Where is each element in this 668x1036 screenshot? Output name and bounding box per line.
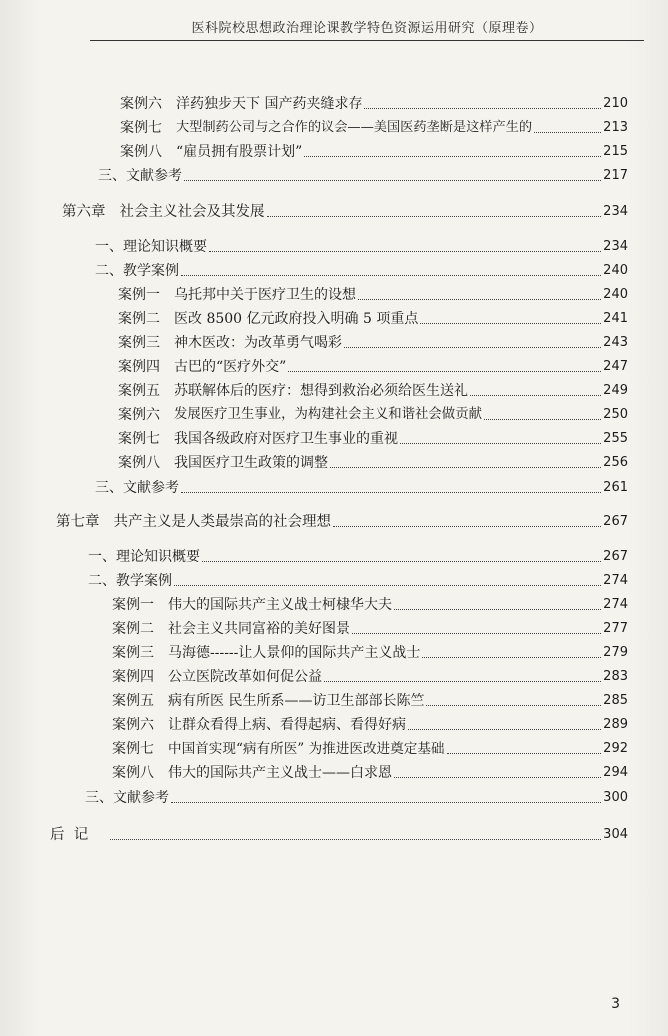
case-title: 古巴的“医疗外交”	[174, 359, 287, 375]
page-number: 277	[603, 621, 628, 636]
case-title: 苏联解体后的医疗：想得到救治必须给医生送礼	[174, 383, 468, 399]
dot-leader	[420, 323, 601, 324]
page-number: 289	[603, 717, 628, 732]
toc-entry-ch6-case-4[interactable]	[118, 358, 628, 376]
section-number: 三、	[85, 790, 113, 806]
case-title: 乌托邦中关于医疗卫生的设想	[174, 287, 356, 303]
dot-leader	[344, 347, 601, 348]
section-title: 教学案例	[116, 573, 172, 589]
toc-entry-ch7-case-7[interactable]	[112, 740, 628, 758]
case-number: 案例一	[112, 597, 154, 613]
toc-entry-ch7-case-3[interactable]	[112, 644, 628, 662]
section-number: 二、	[88, 573, 116, 589]
case-number: 案例八	[120, 144, 162, 160]
case-number: 案例七	[120, 120, 162, 136]
dot-leader	[267, 216, 602, 217]
toc-entry-chapter-6[interactable]	[62, 203, 628, 221]
case-title: 大型制药公司与之合作的议会——美国医药垄断是这样产生的	[176, 120, 533, 135]
case-title: 伟大的国际共产主义战士——白求恩	[168, 765, 392, 781]
dot-leader	[181, 275, 601, 276]
page-number: 283	[603, 669, 628, 684]
page-number: 234	[603, 239, 628, 254]
page-number: 240	[603, 263, 628, 278]
dot-leader	[422, 657, 601, 658]
case-number: 案例三	[112, 645, 154, 661]
case-title: 医改 8500 亿元政府投入明确 5 项重点	[174, 311, 419, 327]
section-number: 三、	[95, 480, 123, 496]
page-number: 292	[603, 741, 628, 756]
dot-leader	[470, 395, 601, 396]
case-title: 中国首实现“病有所医” 为推进医改进奠定基础	[168, 741, 445, 757]
dot-leader	[394, 777, 601, 778]
toc-entry-ch6-case-6[interactable]	[118, 406, 628, 424]
case-title: 神木医改：为改革勇气喝彩	[174, 335, 342, 351]
toc-entry-ch6-section-3[interactable]	[95, 479, 628, 497]
page-number: 241	[603, 311, 628, 326]
dot-leader	[184, 180, 601, 181]
dot-leader	[202, 561, 601, 562]
section-title: 理论知识概要	[123, 239, 207, 255]
dot-leader	[400, 443, 601, 444]
case-title: 病有所医 民生所系——访卫生部部长陈竺	[168, 693, 425, 709]
page-number: 285	[603, 693, 628, 708]
dot-leader	[110, 839, 601, 840]
dot-leader	[358, 299, 601, 300]
case-number: 案例四	[118, 359, 160, 375]
afterword-title: 后 记	[50, 827, 89, 843]
case-number: 案例二	[118, 311, 160, 327]
page-number: 267	[603, 514, 628, 529]
page-number: 304	[603, 827, 628, 842]
toc-entry-ch7-section-1[interactable]	[88, 548, 628, 566]
toc-entry-ch6-case-3[interactable]	[118, 334, 628, 352]
case-title: 我国医疗卫生政策的调整	[174, 455, 328, 471]
toc-entry-ch7-section-2[interactable]	[88, 572, 628, 590]
toc-entry-ch6-case-8[interactable]	[118, 454, 628, 472]
case-number: 案例六	[112, 717, 154, 733]
toc-entry-ch6-case-7[interactable]	[118, 430, 628, 448]
page-number: 210	[603, 96, 628, 111]
toc-entry-top-case-7[interactable]	[120, 119, 628, 137]
case-title: “雇员拥有股票计划”	[176, 144, 303, 160]
case-title: 马海德------让人景仰的国际共产主义战士	[168, 645, 421, 661]
dot-leader	[333, 526, 601, 527]
dot-leader	[288, 371, 601, 372]
page-number: 243	[603, 335, 628, 350]
page-number: 240	[603, 287, 628, 302]
section-number: 二、	[95, 263, 123, 279]
case-title: 伟大的国际共产主义战士柯棣华大夫	[168, 597, 392, 613]
page-number: 294	[603, 765, 628, 780]
dot-leader	[534, 132, 601, 133]
toc-entry-ch6-section-2[interactable]	[95, 262, 628, 280]
section-number: 一、	[88, 549, 116, 565]
dot-leader	[181, 492, 601, 493]
toc-entry-top-case-6[interactable]	[120, 95, 628, 113]
toc-entry-ch7-case-8[interactable]	[112, 764, 628, 782]
case-title: 发展医疗卫生事业，为构建社会主义和谐社会做贡献	[174, 407, 482, 422]
case-title: 让群众看得上病、看得起病、看得好病	[168, 717, 406, 733]
toc-entry-ch7-case-2[interactable]	[112, 620, 628, 638]
page-number: 274	[603, 573, 628, 588]
page-number: 250	[603, 407, 628, 422]
section-title: 理论知识概要	[116, 549, 200, 565]
page-number: 215	[603, 144, 628, 159]
page-number: 247	[603, 359, 628, 374]
footer-page-number: 3	[611, 996, 620, 1012]
toc-entry-ch6-case-1[interactable]	[118, 286, 628, 304]
toc-entry-top-case-8[interactable]	[120, 143, 628, 161]
page-number: 300	[603, 790, 628, 805]
toc-entry-afterword[interactable]	[50, 826, 628, 844]
section-title: 教学案例	[123, 263, 179, 279]
dot-leader	[171, 802, 601, 803]
case-number: 案例一	[118, 287, 160, 303]
page-number: 274	[603, 597, 628, 612]
dot-leader	[352, 633, 601, 634]
page-number: 249	[603, 383, 628, 398]
section-title: 文献参考	[113, 790, 169, 806]
case-number: 案例七	[112, 741, 154, 757]
chapter-title: 共产主义是人类最崇高的社会理想	[113, 514, 331, 530]
dot-leader	[394, 609, 601, 610]
case-title: 我国各级政府对医疗卫生事业的重视	[174, 431, 398, 447]
toc-entry-top-references[interactable]	[98, 167, 628, 185]
dot-leader	[447, 753, 602, 754]
section-number: 一、	[95, 239, 123, 255]
dot-leader	[330, 467, 601, 468]
section-number: 三、	[98, 168, 126, 184]
toc-entry-ch7-case-5[interactable]	[112, 692, 628, 710]
chapter-title: 社会主义社会及其发展	[119, 204, 265, 220]
case-number: 案例四	[112, 669, 154, 685]
section-title: 文献参考	[126, 168, 182, 184]
case-number: 案例八	[118, 455, 160, 471]
dot-leader	[174, 585, 601, 586]
page-number: 255	[603, 431, 628, 446]
toc-entry-ch6-section-1[interactable]	[95, 238, 628, 256]
dot-leader	[408, 729, 601, 730]
case-title: 洋药独步天下 国产药夹缝求存	[176, 96, 363, 112]
header-title: 医科院校思想政治理论课教学特色资源运用研究（原理卷）	[191, 21, 543, 36]
case-title: 公立医院改革如何促公益	[168, 669, 322, 685]
case-number: 案例六	[120, 96, 162, 112]
case-number: 案例八	[112, 765, 154, 781]
page-number: 234	[603, 204, 628, 219]
dot-leader	[304, 156, 601, 157]
page-number: 217	[603, 168, 628, 183]
dot-leader	[426, 705, 601, 706]
toc-entry-ch7-case-1[interactable]	[112, 596, 628, 614]
dot-leader	[364, 108, 601, 109]
toc-entry-ch7-case-4[interactable]	[112, 668, 628, 686]
section-title: 文献参考	[123, 480, 179, 496]
case-title: 社会主义共同富裕的美好图景	[168, 621, 350, 637]
toc-entry-ch6-case-5[interactable]	[118, 382, 628, 400]
toc-entry-chapter-7[interactable]	[56, 513, 628, 531]
case-number: 案例七	[118, 431, 160, 447]
case-number: 案例五	[112, 693, 154, 709]
dot-leader	[209, 251, 601, 252]
case-number: 案例二	[112, 621, 154, 637]
chapter-number: 第六章	[62, 204, 106, 220]
dot-leader	[484, 419, 601, 420]
page-number: 279	[603, 645, 628, 660]
page-number: 213	[603, 120, 628, 135]
case-number: 案例五	[118, 383, 160, 399]
case-number: 案例三	[118, 335, 160, 351]
toc-entry-ch7-case-6[interactable]	[112, 716, 628, 734]
toc-entry-ch6-case-2[interactable]	[118, 310, 628, 328]
page-number: 267	[603, 549, 628, 564]
case-number: 案例六	[118, 407, 160, 423]
page-number: 256	[603, 455, 628, 470]
toc-entry-ch7-section-3[interactable]	[85, 789, 628, 807]
chapter-number: 第七章	[56, 514, 100, 530]
dot-leader	[324, 681, 601, 682]
page-number: 261	[603, 480, 628, 495]
